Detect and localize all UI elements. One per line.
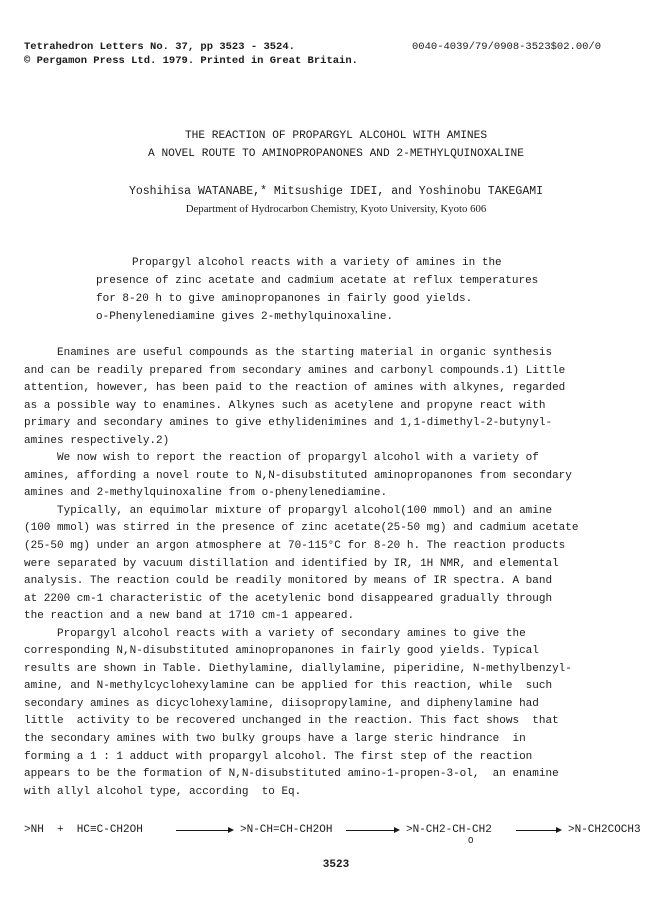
scheme-reactants: >NH + HC≡C-CH2OH (24, 824, 143, 836)
body-line: analysis. The reaction could be readily monitored by means of IR spectra. A band (24, 575, 553, 588)
affiliation: Department of Hydrocarbon Chemistry, Kyoto University, Kyoto 606 (185, 203, 487, 215)
body-line: with allyl alcohol type, according to Eq. (24, 785, 302, 798)
body-line: results are shown in Table. Diethylamine, diallylamine, piperidine, N-methylbenzyl- (24, 662, 572, 675)
body-line: (25-50 mg) under an argon atmosphere at 70-115°C for 8-20 h. The reaction products (24, 540, 566, 553)
reaction-scheme (24, 820, 664, 850)
publisher-line: © Pergamon Press Ltd. 1979. Printed in Great Britain. (24, 55, 358, 67)
body-line: amine, and N-methylcyclohexylamine can be applied for this reaction, while such (24, 680, 553, 693)
scheme-product: >N-CH2COCH3 (568, 824, 641, 836)
body-line: Propargyl alcohol reacts with a variety of secondary amines to give the (24, 627, 526, 640)
journal-header (24, 40, 358, 68)
article-code: 0040-4039/79/0908-3523$02.00/0 (412, 41, 602, 53)
body-line: We now wish to report the reaction of propargyl alcohol with a variety of (24, 452, 539, 465)
body-line: appears to be the formation of N,N-disubstituted amino-1-propen-3-ol, an enamine (24, 768, 559, 781)
body-line: corresponding N,N-disubstituted aminopropanones in fairly good yields. Typical (24, 645, 539, 658)
page-number: 3523 (322, 859, 350, 871)
reaction-arrow (176, 830, 232, 831)
abstract (96, 254, 616, 326)
title-line-1: THE REACTION OF PROPARGYL ALCOHOL WITH AMINES (184, 130, 488, 142)
body-line: attention, however, has been paid to the reaction of amines with alkynes, regarded (24, 382, 566, 395)
body-line: amines respectively.2) (24, 434, 170, 447)
body-line: at 2200 cm-1 characteristic of the acetylenic bond disappeared gradually through (24, 592, 553, 605)
body-line: Typically, an equimolar mixture of propargyl alcohol(100 mmol) and an amine (24, 504, 553, 517)
abstract-line: o-Phenylenediamine gives 2-methylquinoxaline. (96, 311, 394, 323)
scheme-epoxide-oxygen: O (468, 836, 474, 846)
body-line: the reaction and a new band at 1710 cm-1 appeared. (24, 610, 355, 623)
body-line: primary and secondary amines to give ethylidenimines and 1,1-dimethyl-2-butynyl- (24, 417, 553, 430)
abstract-line: presence of zinc acetate and cadmium acetate at reflux temperatures (96, 275, 539, 287)
body-line: as a possible way to enamines. Alkynes such as acetylene and propyne react with (24, 399, 546, 412)
body-line: little activity to be recovered unchanged in the reaction. This fact shows that (24, 715, 559, 728)
body-line: Enamines are useful compounds as the starting material in organic synthesis (24, 347, 553, 359)
abstract-line: for 8-20 h to give aminopropanones in fairly good yields. (96, 293, 473, 305)
body-line: (100 mmol) was stirred in the presence of zinc acetate(25-50 mg) and cadmium acetate (24, 522, 579, 535)
body-line: were separated by vacuum distillation and identified by IR, 1H NMR, and elemental (24, 557, 559, 570)
body-line: and can be readily prepared from secondary amines and carbonyl compounds.1) Little (24, 364, 566, 377)
body-line: forming a 1 : 1 adduct with propargyl alcohol. The first step of the reaction (24, 750, 533, 763)
body-line: the secondary amines with two bulky groups have a large steric hindrance in (24, 733, 526, 746)
reaction-arrow (346, 830, 398, 831)
body-line: secondary amines as dicyclohexylamine, diisopropylamine, and diphenylamine had (24, 697, 539, 710)
body-text (24, 345, 664, 801)
journal-line: Tetrahedron Letters No. 37, pp 3523 - 3524. (24, 41, 295, 53)
scheme-enamine: >N-CH=CH-CH2OH (240, 824, 333, 836)
title-line-2: A NOVEL ROUTE TO AMINOPROPANONES AND 2-METHYLQUINOXALINE (148, 148, 524, 160)
reaction-arrow (516, 830, 560, 831)
abstract-line: Propargyl alcohol reacts with a variety of amines in the (132, 257, 502, 269)
scheme-epoxide: >N-CH2-CH-CH2 (406, 824, 492, 836)
body-line: amines, affording a novel route to N,N-disubstituted aminopropanones from secondary (24, 469, 572, 482)
authors: Yoshihisa WATANABE,* Mitsushige IDEI, and Yoshinobu TAKEGAMI (128, 185, 544, 198)
body-line: amines and 2-methylquinoxaline from o-phenylenediamine. (24, 487, 388, 500)
